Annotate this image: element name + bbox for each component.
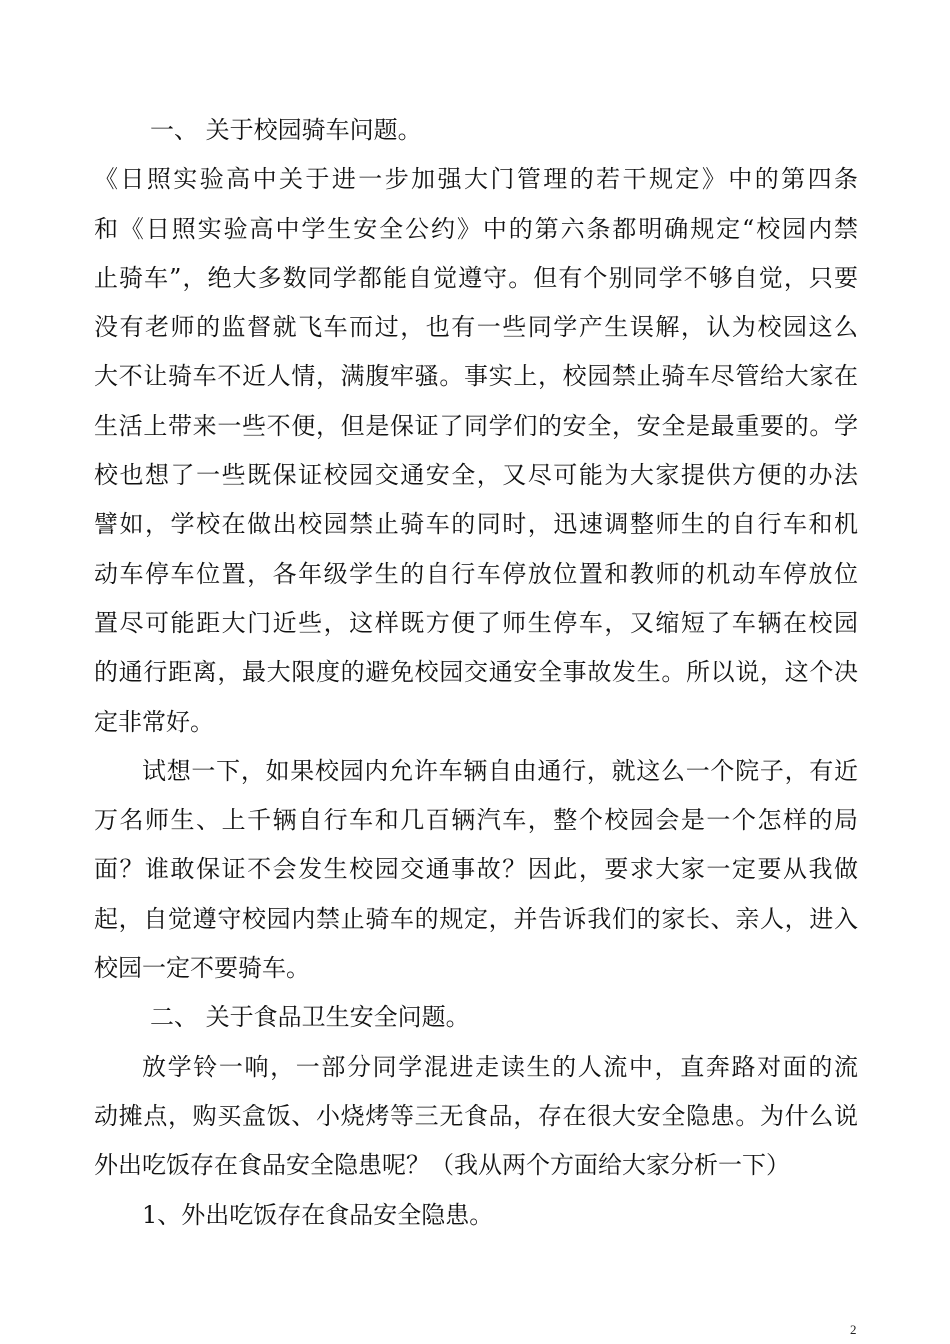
paragraph-line: 《日照实验高中关于进一步加强大门管理的若干规定》中的第四条 bbox=[94, 165, 858, 194]
section-heading-2: 二、 关于食品卫生安全问题。 bbox=[150, 1003, 470, 1032]
paragraph-line: 放学铃一响，一部分同学混进走读生的人流中，直奔路对面的流 bbox=[142, 1052, 858, 1081]
paragraph-line: 大不让骑车不近人情，满腹牢骚。事实上，校园禁止骑车尽管给大家在 bbox=[94, 362, 858, 391]
paragraph-line: 外出吃饭存在食品安全隐患呢？（我从两个方面给大家分析一下） bbox=[94, 1151, 790, 1180]
paragraph-line: 没有老师的监督就飞车而过，也有一些同学产生误解，认为校园这么 bbox=[94, 313, 858, 342]
paragraph-line: 万名师生、上千辆自行车和几百辆汽车，整个校园会是一个怎样的局 bbox=[94, 806, 858, 835]
paragraph-1 bbox=[94, 155, 858, 747]
paragraph-line: 和《日照实验高中学生安全公约》中的第六条都明确规定“校园内禁 bbox=[94, 214, 858, 243]
paragraph-line: 动摊点，购买盒饭、小烧烤等三无食品，存在很大安全隐患。为什么说 bbox=[94, 1101, 858, 1130]
paragraph-line: 的通行距离，最大限度的避免校园交通安全事故发生。所以说，这个决 bbox=[94, 658, 858, 687]
paragraph-line: 校园一定不要骑车。 bbox=[94, 954, 310, 983]
paragraph-line: 譬如，学校在做出校园禁止骑车的同时，迅速调整师生的自行车和机 bbox=[94, 510, 858, 539]
paragraph-line: 置尽可能距大门近些，这样既方便了师生停车，又缩短了车辆在校园 bbox=[94, 608, 858, 637]
paragraph-3 bbox=[94, 1043, 858, 1191]
paragraph-line: 定非常好。 bbox=[94, 707, 214, 736]
page-number: 2 bbox=[850, 1322, 857, 1337]
paragraph-line: 生活上带来一些不便，但是保证了同学们的安全，安全是最重要的。学 bbox=[94, 411, 858, 440]
paragraph-line: 动车停车位置，各年级学生的自行车停放位置和教师的机动车停放位 bbox=[94, 559, 858, 588]
section-heading-1: 一、 关于校园骑车问题。 bbox=[150, 116, 422, 144]
subheading-1: 1、外出吃饭存在食品安全隐患。 bbox=[142, 1200, 494, 1229]
paragraph-line: 起，自觉遵守校园内禁止骑车的规定，并告诉我们的家长、亲人，进入 bbox=[94, 904, 858, 933]
paragraph-2 bbox=[94, 747, 858, 993]
paragraph-line: 试想一下，如果校园内允许车辆自由通行，就这么一个院子，有近 bbox=[142, 756, 858, 785]
document-body bbox=[94, 106, 858, 1240]
paragraph-line: 校也想了一些既保证校园交通安全，又尽可能为大家提供方便的办法 bbox=[94, 461, 858, 490]
paragraph-line: 止骑车”，绝大多数同学都能自觉遵守。但有个别同学不够自觉，只要 bbox=[94, 263, 858, 292]
paragraph-line: 面？谁敢保证不会发生校园交通事故？因此，要求大家一定要从我做 bbox=[94, 855, 858, 884]
